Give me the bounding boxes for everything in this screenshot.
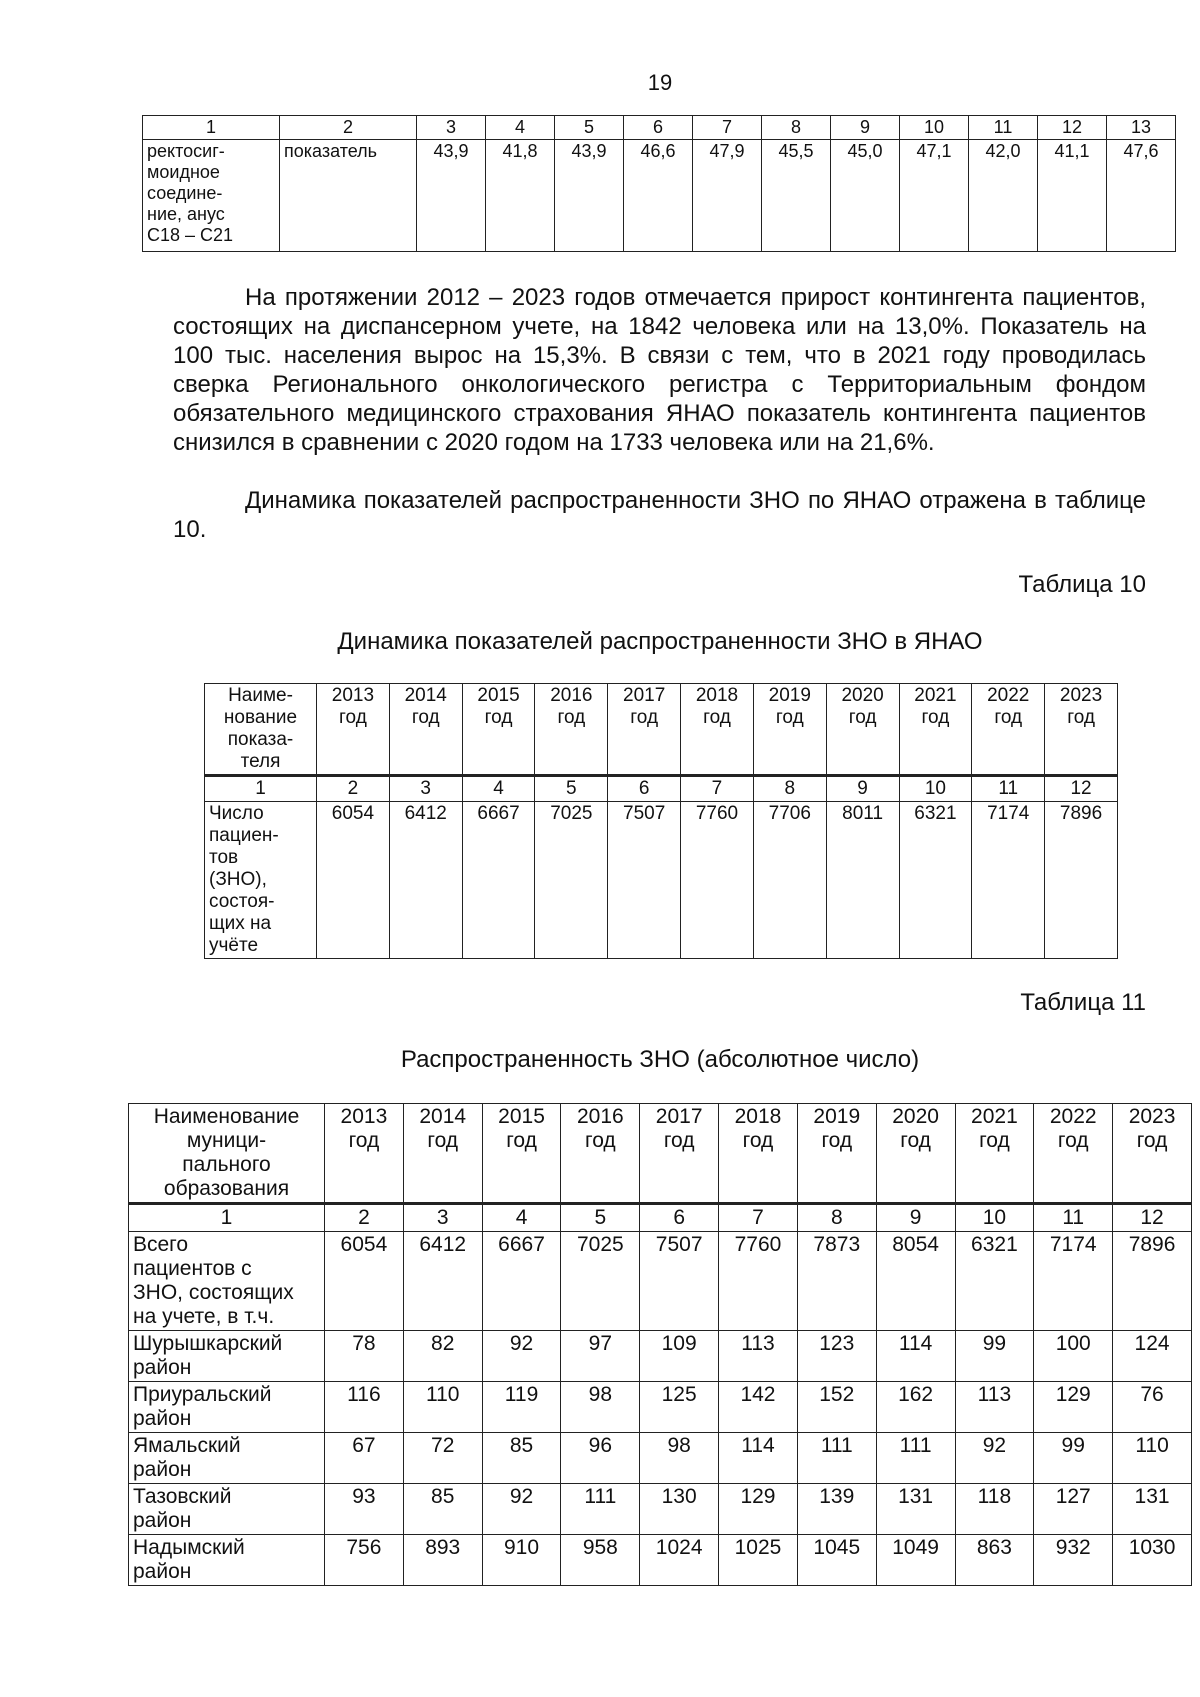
table-row [205, 802, 1118, 959]
table-11-title: Распространенность ЗНО (абсолютное число) [400, 1046, 920, 1073]
header-cell: 9 [831, 116, 900, 140]
value-cell: 41,8 [486, 140, 555, 252]
year: 2023 [1059, 685, 1103, 706]
year: 2018 [695, 685, 739, 706]
value-cell: 113 [955, 1382, 1034, 1433]
value-cell: 131 [1113, 1484, 1192, 1535]
column-number: 6 [640, 1204, 719, 1232]
header-cell: 12 [1038, 116, 1107, 140]
name-line: состоя- [209, 891, 275, 912]
year-suffix: год [1136, 1129, 1168, 1152]
value-cell: 139 [797, 1484, 876, 1535]
value-cell: 109 [640, 1331, 719, 1382]
column-number: 5 [561, 1204, 640, 1232]
year: 2016 [576, 1105, 624, 1128]
year-suffix: год [339, 707, 367, 728]
header-cell: 13 [1107, 116, 1176, 140]
value-cell: 99 [955, 1331, 1034, 1382]
value-cell: 98 [561, 1382, 640, 1433]
header-line: Наименование [153, 1105, 300, 1128]
name-line: район [133, 1356, 192, 1379]
column-number: 10 [899, 776, 972, 802]
name-line: моидное [147, 162, 220, 182]
value-cell: 42,0 [969, 140, 1038, 252]
value-cell: 162 [876, 1382, 955, 1433]
year-header-cell [1113, 1104, 1192, 1204]
header-cell: 4 [486, 116, 555, 140]
row-name-cell [129, 1535, 325, 1586]
table-11 [128, 1103, 1192, 1586]
row-name-cell [143, 140, 280, 252]
year-header-cell [325, 1104, 404, 1204]
year: 2017 [623, 685, 666, 706]
year: 2022 [1049, 1105, 1097, 1128]
year: 2019 [813, 1105, 861, 1128]
year-header-cell [753, 684, 826, 776]
value-cell: 1025 [719, 1535, 798, 1586]
value-cell: 130 [640, 1484, 719, 1535]
value-cell: 7760 [719, 1232, 798, 1331]
name-line: пациен- [209, 825, 279, 846]
value-cell: 98 [640, 1433, 719, 1484]
year-suffix: год [348, 1129, 380, 1152]
value-cell: 6321 [899, 802, 972, 959]
column-number: 6 [608, 776, 681, 802]
year: 2015 [498, 1105, 545, 1128]
year: 2013 [340, 1105, 388, 1128]
paragraph [173, 486, 1146, 544]
header-line: Наиме- [228, 685, 293, 706]
value-cell: 8054 [876, 1232, 955, 1331]
year: 2014 [404, 685, 447, 706]
header-line: образования [163, 1177, 290, 1200]
column-number: 5 [535, 776, 608, 802]
name-line: Всего [133, 1233, 189, 1256]
table-10 [204, 683, 1118, 959]
table-row [129, 1232, 1192, 1331]
year: 2018 [734, 1105, 782, 1128]
row-name-cell [129, 1331, 325, 1382]
column-number: 12 [1045, 776, 1118, 802]
value-cell: 96 [561, 1433, 640, 1484]
name-line: щих на [209, 913, 272, 934]
paragraph [173, 283, 1146, 457]
value-cell: 6321 [955, 1232, 1034, 1331]
year-suffix: год [900, 1129, 931, 1152]
value-cell: 6412 [389, 802, 462, 959]
column-number: 9 [826, 776, 899, 802]
year: 2013 [331, 685, 375, 706]
value-cell: 76 [1113, 1382, 1192, 1433]
column-number: 12 [1113, 1204, 1192, 1232]
column-number: 1 [129, 1204, 325, 1232]
value-cell: 43,9 [417, 140, 486, 252]
value-cell: 7507 [640, 1232, 719, 1331]
year-suffix: год [1057, 1129, 1089, 1152]
table-10-label: Таблица 10 [1018, 571, 1146, 598]
paragraph-text: На протяжении 2012 – 2023 годов отмечается прирост контингента пациентов, состоящих на диспансерном учете, на 1842 человека или на 13,0%. Показатель на 100 тыс. населения вырос на 15,3%. В связи с тем, что в 2021 году проводилась сверка Регионального онкологического регистра с Территориальным фондом обязательного медицинского страхования ЯНАО показатель контингента пациентов снизился в сравнении с 2020 годом на 1733 человека или на 21,6%. [173, 284, 1146, 456]
value-cell: 6054 [317, 802, 390, 959]
value-cell: 85 [482, 1433, 561, 1484]
column-number: 11 [1034, 1204, 1113, 1232]
column-number: 10 [955, 1204, 1034, 1232]
column-number: 7 [719, 1204, 798, 1232]
value-cell: 7174 [1034, 1232, 1113, 1331]
column-number: 9 [876, 1204, 955, 1232]
year-header-cell [389, 684, 462, 776]
name-line: тов [209, 847, 239, 868]
year-suffix: год [742, 1129, 774, 1152]
page-number: 19 [647, 70, 673, 95]
header-line: показа- [227, 729, 294, 750]
year-suffix: год [427, 1129, 459, 1152]
name-line: ЗНО, состоящих [133, 1281, 294, 1304]
column-number-row [129, 1204, 1192, 1232]
year-suffix: год [979, 1129, 1010, 1152]
name-line: Надымский [133, 1536, 245, 1559]
value-cell: 99 [1034, 1433, 1113, 1484]
year-header-cell [899, 684, 972, 776]
column-number: 2 [317, 776, 390, 802]
value-cell: 45,0 [831, 140, 900, 252]
year: 2019 [768, 685, 811, 706]
name-line: на учете, в т.ч. [133, 1305, 275, 1328]
value-cell: 46,6 [624, 140, 693, 252]
name-line: соедине- [147, 183, 223, 203]
value-cell: 6667 [462, 802, 535, 959]
table-header-row [143, 116, 1176, 140]
value-cell: 72 [403, 1433, 482, 1484]
value-cell: 116 [325, 1382, 404, 1433]
year-suffix: год [630, 707, 659, 728]
year-suffix: год [703, 707, 731, 728]
value-cell: 47,9 [693, 140, 762, 252]
value-cell: 113 [719, 1331, 798, 1382]
value-cell: 118 [955, 1484, 1034, 1535]
value-cell: 7873 [797, 1232, 876, 1331]
value-cell: 142 [719, 1382, 798, 1433]
year: 2020 [841, 685, 884, 706]
year: 2020 [892, 1105, 939, 1128]
year-suffix: год [848, 707, 877, 728]
column-number: 7 [681, 776, 754, 802]
value-cell: 119 [482, 1382, 561, 1433]
year-header-cell [826, 684, 899, 776]
value-cell: 127 [1034, 1484, 1113, 1535]
value-cell: 92 [955, 1433, 1034, 1484]
value-cell: 114 [876, 1331, 955, 1382]
continuation-table [142, 115, 1176, 252]
table-row [129, 1535, 1192, 1586]
value-cell: 47,1 [900, 140, 969, 252]
year-header-cell [317, 684, 390, 776]
header-cell: 10 [900, 116, 969, 140]
value-cell: 110 [1113, 1433, 1192, 1484]
value-cell: 863 [955, 1535, 1034, 1586]
value-cell: 1024 [640, 1535, 719, 1586]
row-name-cell [129, 1484, 325, 1535]
table-row [129, 1433, 1192, 1484]
column-number: 1 [205, 776, 317, 802]
row-name-cell [129, 1232, 325, 1331]
value-cell: 1030 [1113, 1535, 1192, 1586]
value-cell: 756 [325, 1535, 404, 1586]
year-suffix: год [821, 1129, 853, 1152]
value-cell: 92 [482, 1484, 561, 1535]
name-line: учёте [209, 935, 259, 956]
value-cell: 7760 [681, 802, 754, 959]
row-type-cell: показатель [280, 140, 417, 252]
year-suffix: год [506, 1129, 537, 1152]
table-row [129, 1382, 1192, 1433]
header-cell: 2 [280, 116, 417, 140]
column-number: 8 [753, 776, 826, 802]
year-header-cell [1034, 1104, 1113, 1204]
name-line: район [133, 1458, 192, 1481]
year-suffix: год [411, 707, 440, 728]
table-row [129, 1331, 1192, 1382]
value-cell: 111 [876, 1433, 955, 1484]
value-cell: 97 [561, 1331, 640, 1382]
year-suffix: год [1067, 707, 1095, 728]
year: 2021 [971, 1105, 1018, 1128]
value-cell: 41,1 [1038, 140, 1107, 252]
year-suffix: год [585, 1129, 616, 1152]
header-cell: 5 [555, 116, 624, 140]
table-row [129, 1484, 1192, 1535]
column-number: 11 [972, 776, 1045, 802]
year-header-cell [681, 684, 754, 776]
value-cell: 7706 [753, 802, 826, 959]
year-header-cell [535, 684, 608, 776]
header-line: теля [240, 751, 281, 772]
name-line: район [133, 1407, 192, 1430]
table-header-row [205, 684, 1118, 776]
column-number: 4 [462, 776, 535, 802]
year-suffix: год [663, 1129, 695, 1152]
value-cell: 111 [797, 1433, 876, 1484]
value-cell: 100 [1034, 1331, 1113, 1382]
year-header-cell [972, 684, 1045, 776]
year-header-cell [640, 1104, 719, 1204]
header-cell: 1 [143, 116, 280, 140]
value-cell: 7507 [608, 802, 681, 959]
year-header-cell [403, 1104, 482, 1204]
year: 2017 [655, 1105, 703, 1128]
name-line: ние, анус [147, 204, 225, 224]
year-suffix: год [557, 707, 586, 728]
paragraph-text: Динамика показателей распространенности ЗНО по ЯНАО отражена в таблице 10. [173, 487, 1146, 543]
table-11-label: Таблица 11 [1020, 989, 1146, 1016]
value-cell: 7174 [972, 802, 1045, 959]
header-line: муници- [186, 1129, 267, 1152]
header-cell: 6 [624, 116, 693, 140]
value-cell: 1049 [876, 1535, 955, 1586]
year: 2015 [477, 685, 520, 706]
value-cell: 123 [797, 1331, 876, 1382]
year-header-cell [955, 1104, 1034, 1204]
name-line: Приуральский [133, 1383, 272, 1406]
row-name-cell [129, 1433, 325, 1484]
value-cell: 7896 [1113, 1232, 1192, 1331]
value-cell: 129 [1034, 1382, 1113, 1433]
header-name-cell [205, 684, 317, 776]
value-cell: 6412 [403, 1232, 482, 1331]
value-cell: 893 [403, 1535, 482, 1586]
value-cell: 7896 [1045, 802, 1118, 959]
header-cell: 8 [762, 116, 831, 140]
year-header-cell [797, 1104, 876, 1204]
year-suffix: год [921, 707, 950, 728]
value-cell: 125 [640, 1382, 719, 1433]
value-cell: 7025 [535, 802, 608, 959]
header-line: пального [182, 1153, 271, 1176]
name-line: пациентов с [133, 1257, 252, 1280]
year: 2022 [987, 685, 1030, 706]
value-cell: 6667 [482, 1232, 561, 1331]
value-cell: 93 [325, 1484, 404, 1535]
column-number: 2 [325, 1204, 404, 1232]
year-header-cell [1045, 684, 1118, 776]
value-cell: 6054 [325, 1232, 404, 1331]
value-cell: 111 [561, 1484, 640, 1535]
year: 2014 [419, 1105, 467, 1128]
year-suffix: год [484, 707, 513, 728]
name-line: (ЗНО), [209, 869, 267, 890]
column-number-row [205, 776, 1118, 802]
table-row [143, 140, 1176, 252]
value-cell: 85 [403, 1484, 482, 1535]
name-line: Тазовский [133, 1485, 232, 1508]
value-cell: 910 [482, 1535, 561, 1586]
header-cell: 7 [693, 116, 762, 140]
year-header-cell [462, 684, 535, 776]
value-cell: 8011 [826, 802, 899, 959]
name-line: район [133, 1509, 192, 1532]
row-name-cell [129, 1382, 325, 1433]
value-cell: 92 [482, 1331, 561, 1382]
name-line: Число [209, 803, 264, 824]
row-name-cell [205, 802, 317, 959]
name-line: район [133, 1560, 192, 1583]
year-header-cell [561, 1104, 640, 1204]
value-cell: 1045 [797, 1535, 876, 1586]
value-cell: 152 [797, 1382, 876, 1433]
year-header-cell [608, 684, 681, 776]
column-number: 3 [403, 1204, 482, 1232]
table-10-title: Динамика показателей распространенности ЗНО в ЯНАО [337, 628, 983, 655]
year-suffix: год [994, 707, 1023, 728]
year-header-cell [719, 1104, 798, 1204]
year-suffix: год [775, 707, 804, 728]
header-line: нование [223, 707, 298, 728]
column-number: 8 [797, 1204, 876, 1232]
value-cell: 124 [1113, 1331, 1192, 1382]
year-header-cell [482, 1104, 561, 1204]
column-number: 4 [482, 1204, 561, 1232]
value-cell: 7025 [561, 1232, 640, 1331]
name-line: Ямальский [133, 1434, 241, 1457]
year-header-cell [876, 1104, 955, 1204]
value-cell: 82 [403, 1331, 482, 1382]
name-line: С18 – С21 [147, 225, 234, 245]
value-cell: 110 [403, 1382, 482, 1433]
name-line: ректосиг- [147, 141, 225, 161]
value-cell: 131 [876, 1484, 955, 1535]
column-number: 3 [389, 776, 462, 802]
year: 2021 [914, 685, 957, 706]
value-cell: 129 [719, 1484, 798, 1535]
value-cell: 45,5 [762, 140, 831, 252]
value-cell: 78 [325, 1331, 404, 1382]
value-cell: 67 [325, 1433, 404, 1484]
value-cell: 47,6 [1107, 140, 1176, 252]
year: 2016 [550, 685, 593, 706]
value-cell: 43,9 [555, 140, 624, 252]
header-cell: 3 [417, 116, 486, 140]
value-cell: 114 [719, 1433, 798, 1484]
header-name-cell [129, 1104, 325, 1204]
table-header-row [129, 1104, 1192, 1204]
year: 2023 [1128, 1105, 1176, 1128]
value-cell: 932 [1034, 1535, 1113, 1586]
name-line: Шурышкарский [133, 1332, 283, 1355]
value-cell: 958 [561, 1535, 640, 1586]
header-cell: 11 [969, 116, 1038, 140]
